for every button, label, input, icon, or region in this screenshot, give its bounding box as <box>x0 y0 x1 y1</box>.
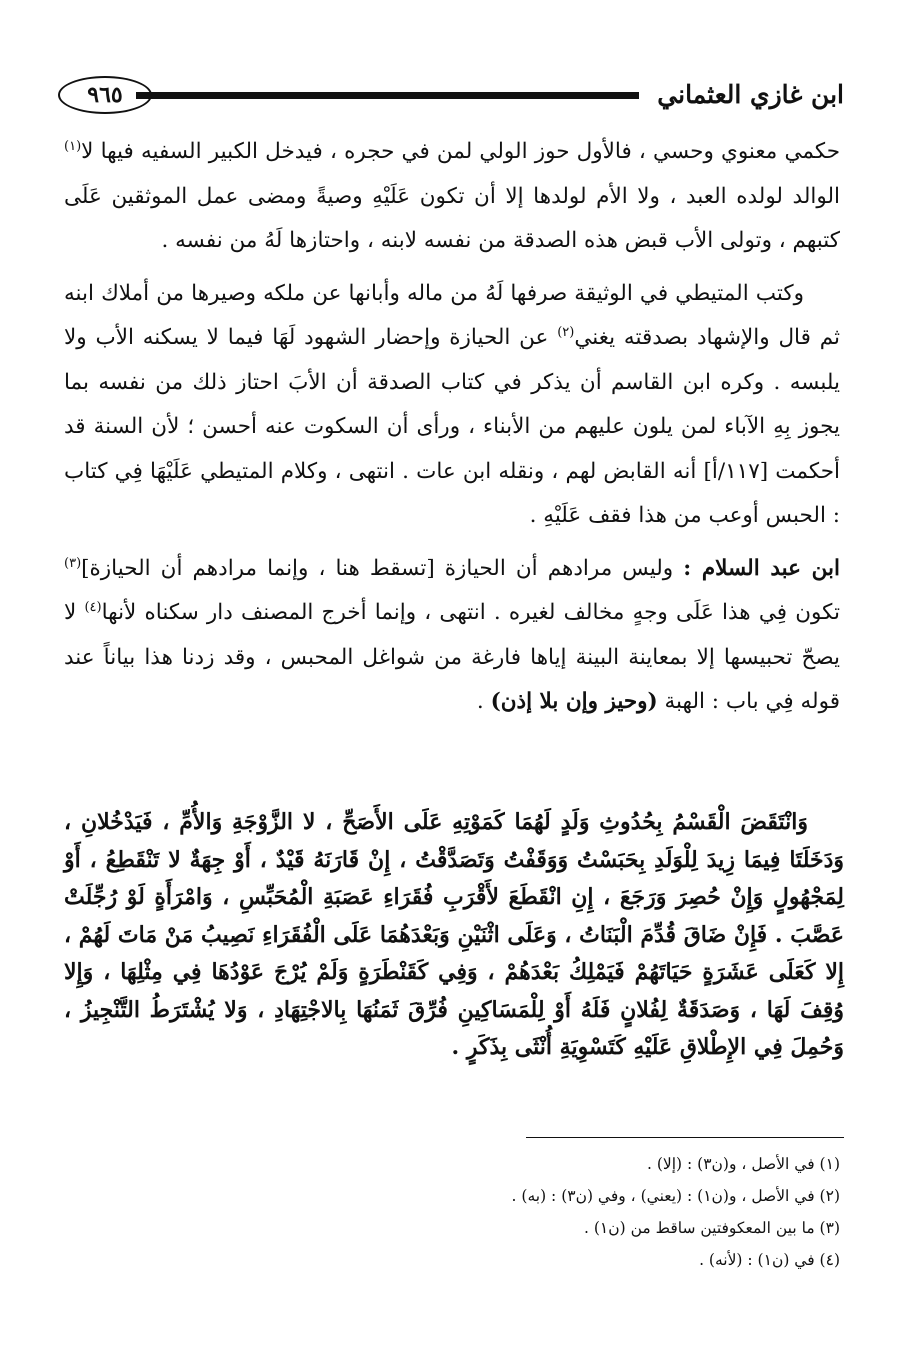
footnote-2: (٢) في الأصل ، و(ن١) : (يعني) ، وفي (ن٣) : (به) . <box>511 1187 840 1205</box>
paragraph-3-text-c: لا يصحّ تحبيسها إلا بمعاينة البينة إياها فارغة من شواغل المحبس ، وقد زدنا هذا بياناً عند قوله فِي باب : الهبة <box>64 600 840 714</box>
quoted-lemma: (وحيز وإن بلا إذن) <box>490 689 658 714</box>
footnote-ref-4: (٤) <box>84 599 102 615</box>
running-header <box>58 72 844 120</box>
paragraph-3-text-b: تكون فِي هذا عَلَى وجهٍ مخالف لغيره . انتهى ، وإنما أخرج المصنف دار سكناه لأنها <box>101 600 840 625</box>
paragraph-1 <box>64 130 840 264</box>
paragraph-3-text: وليس مرادهم أن الحيازة [تسقط هنا ، وإنما مرادهم أن الحيازة] <box>81 555 684 581</box>
paragraph-1-text-b: الوالد لولده العبد ، ولا الأم لولدها إلا أن تكون عَلَيْهِ وصيةً ومضى عمل الموثقين عَلَى كتبهم ، وتولى الأب قبض هذه الصدقة من نفسه لابنه ، واحتازها لَهُ من نفسه . <box>64 183 840 253</box>
paragraph-2 <box>64 272 840 539</box>
matn-text: وَانْتَقَضَ الْقَسْمُ بِحُدُوثِ وَلَدٍ لَهُمَا كَمَوْتِهِ عَلَى الأَصَحِّ ، لا الزَّوْجَةِ وَالأُمِّ ، فَيَدْخُلانِ ، وَدَخَلَتَا فِيمَا زِيدَ لِلْوَلَدِ بِحَبَسْتُ وَوَقَفْتُ وَتَصَدَّقْتُ ، إِنْ قَارَنَهُ قَيْدٌ ، أَوْ جِهَةٌ لا تَنْقَطِعُ ، أَوْ لِمَجْهُولٍ وَإِنْ حُصِرَ وَرَجَعَ ، إِنِ انْقَطَعَ لأَقْرَبِ فُقَرَاءِ عَصَبَةِ الْمُحَبِّسِ ، وَامْرَأَةٍ لَوْ رُجِّلَتْ عَصَّبَ . فَإِنْ ضَاقَ قُدِّمَ الْبَنَاتُ ، وَعَلَى اثْنَيْنِ وَبَعْدَهُمَا عَلَى الْفُقَرَاءِ نَصِيبُ مَنْ مَاتَ لَهُمْ ، إِلا كَعَلَى عَشَرَةٍ حَيَاتَهُمْ فَيَمْلِكُ بَعْدَهُمْ ، وَفِي كَقَنْطَرَةٍ وَلَمْ يُرْجَ عَوْدُهَا فِي مِثْلِهَا ، وَإِلا وُقِفَ لَهَا ، وَصَدَقَةٌ لِفُلانٍ فَلَهُ أَوْ لِلْمَسَاكِينِ فُرِّقَ ثَمَنُهَا بِالاجْتِهَادِ ، وَلا يُشْتَرَطُ التَّنْجِيزُ ، وَحُمِلَ فِي الإِطْلاقِ عَلَيْهِ كَتَسْوِيَةِ أُنْثَى بِذَكَرٍ . <box>64 809 844 1060</box>
footnote-4: (٤) في (ن١) : (لأنه) . <box>699 1251 840 1269</box>
paragraph-2-text-b: عن الحيازة وإحضار الشهود لَهَا فيما لا يسكنه الأب ولا يلبسه . وكره ابن القاسم أن يذكر في كتاب الصدقة أن الأبَ احتاز ذلك من نفسه بما يجوز بِهِ الآباء لمن يلون عليهم من الأبناء ، ورأى أن السكوت عنه أحسن ؛ لأن السنة قد أحكمت [١١٧/أ] أنه القابض لهم ، ونقله ابن عات . انتهى ، وكلام المتيطي عَلَيْهَا فِي كتاب : الحبس أوعب من هذا فقف عَلَيْهِ . <box>64 325 840 528</box>
paragraph-2-text: وكتب المتيطي في الوثيقة صرفها لَهُ من ماله وأبانها عن ملكه وصيرها من أملاك ابنه ثم قال والإشهاد بصدقته يغني <box>64 280 841 350</box>
footnote-divider <box>526 1137 844 1138</box>
header-title: ابن غازي العثماني <box>657 80 844 109</box>
footnote-ref-2: (٢) <box>557 324 575 340</box>
footnote-ref-3: (٣) <box>64 555 82 571</box>
paragraph-3 <box>64 547 840 725</box>
paragraph-1-text: حكمي معنوي وحسي ، فالأول حوز الولي لمن في حجره ، فيدخل الكبير السفيه فيها لا <box>81 139 840 164</box>
paragraph-3-text-d: . <box>476 689 491 714</box>
footnote-3: (٣) ما بين المعكوفتين ساقط من (ن١) . <box>583 1219 840 1237</box>
footnote-ref-1: (١) <box>64 138 82 154</box>
page-number: ٩٦٥ <box>58 76 152 114</box>
speaker-name: ابن عبد السلام : <box>683 555 841 581</box>
footnote-1: (١) في الأصل ، و(ن٣) : (إلا) . <box>647 1155 840 1173</box>
footnotes-list <box>240 1148 840 1276</box>
header-rule <box>136 92 639 99</box>
commentary-text <box>64 130 840 733</box>
